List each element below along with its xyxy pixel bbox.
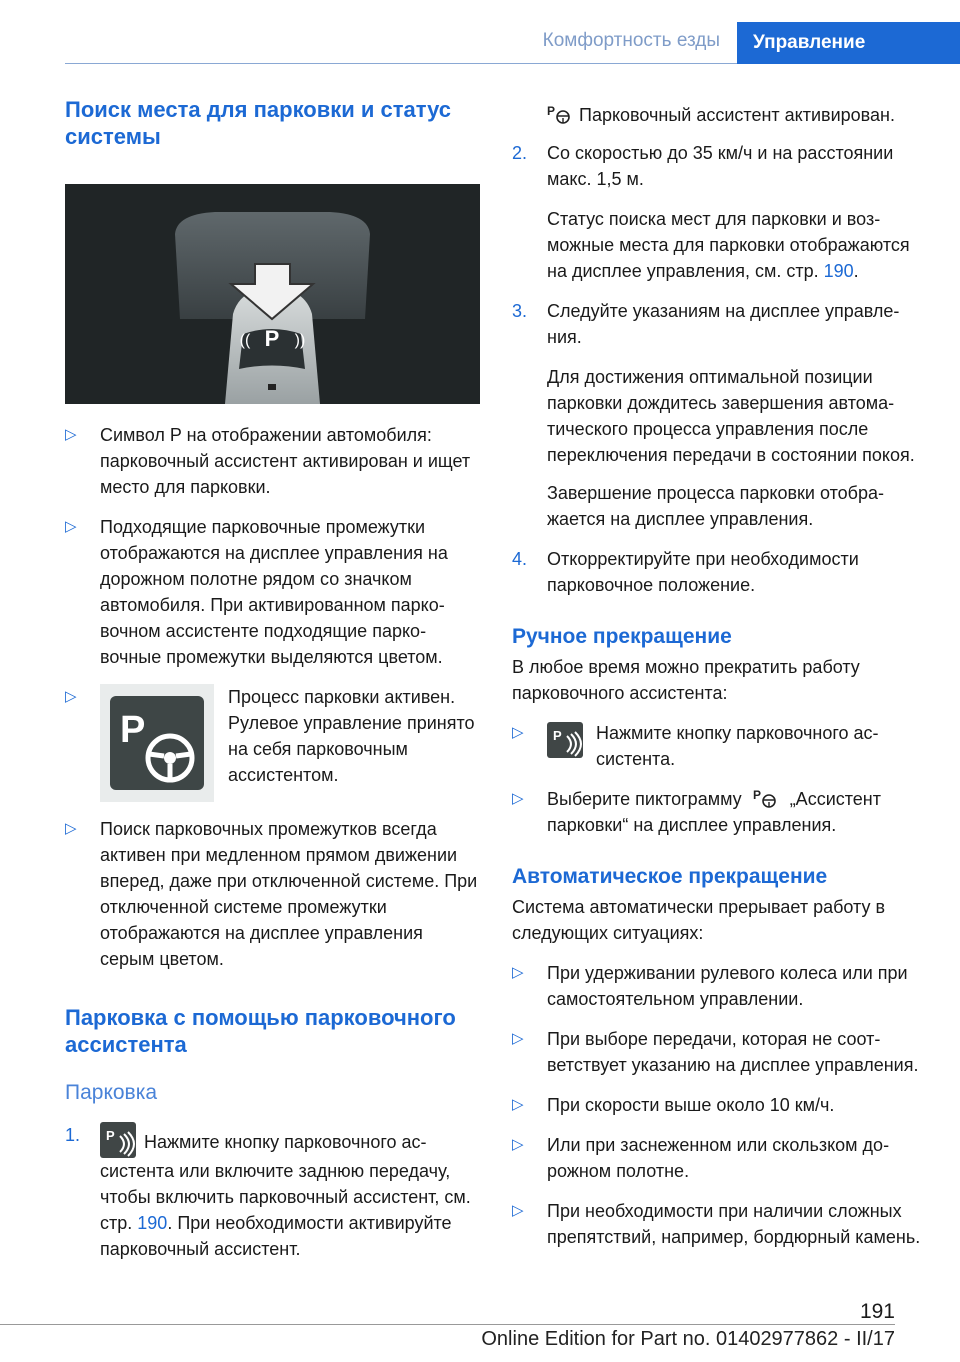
numbered-step-4: 4. Откорректируйте при необходимости парковочное положение. bbox=[512, 549, 859, 595]
parking-steering-active-icon bbox=[100, 684, 214, 802]
svg-text:P: P bbox=[752, 788, 761, 802]
svg-text:P: P bbox=[547, 104, 556, 118]
triangle-bullet-icon: ▷ bbox=[512, 1202, 524, 1219]
header-rule bbox=[65, 63, 737, 64]
heading-manual-stop: Ручное прекращение bbox=[512, 625, 732, 648]
triangle-bullet-icon: ▷ bbox=[512, 1030, 524, 1047]
triangle-bullet-icon: ▷ bbox=[512, 790, 524, 807]
parking-display-illustration bbox=[65, 184, 480, 404]
page-number: 191 bbox=[859, 1300, 895, 1323]
footer-rule bbox=[0, 1324, 895, 1325]
page-link[interactable]: 190 bbox=[823, 261, 854, 281]
triangle-bullet-icon: ▷ bbox=[512, 1096, 524, 1113]
step-2-detail: Статус поиска мест для парковки и возможные места для парковки отображаются на дисплее управления, см. стр. 190. bbox=[547, 209, 910, 281]
list-item: ▷ P Нажмите кнопку парковочного ассистента. bbox=[512, 720, 926, 772]
heading-parking-search: Поиск места для парковки и статус системы bbox=[65, 97, 452, 149]
edition-line: Online Edition for Part no. 01402977862 - II/17 bbox=[481, 1328, 895, 1350]
list-item: ▷ Поиск парковочных промежутков всегда активен при медленном прямом движении вперед, даже при отключенной системе. При отключенной системе промежутки отображаются на дисплее управления серым цветом. bbox=[65, 816, 480, 972]
triangle-bullet-icon: ▷ bbox=[512, 1136, 524, 1153]
heading-parking-with-assistant: Парковка с помощью парковочного ассистента bbox=[65, 1005, 456, 1057]
svg-text:P: P bbox=[264, 326, 280, 351]
manual-stop-intro: В любое время можно прекратить работу парковочного ассистента: bbox=[512, 657, 860, 703]
step-3-detail-2: Завершение процесса парковки отображается на дисплее управления. bbox=[547, 483, 884, 529]
parking-assistant-pictogram-icon bbox=[753, 787, 779, 809]
numbered-step-1: 1. P Нажмите кнопку парковочного ассистента или включите заднюю передачу, чтобы включить парковочный ассистент, см. стр. 190. При необходимости активируйте парковочный ассистент. bbox=[65, 1122, 480, 1262]
list-item: ▷ При удерживании рулевого колеса или при самостоятельном управлении. bbox=[512, 960, 926, 1012]
parking-assistant-button-icon bbox=[547, 722, 583, 758]
left-column bbox=[65, 96, 480, 1276]
numbered-step-3: 3. Следуйте указаниям на дисплее управления. bbox=[512, 301, 900, 347]
list-item: ▷ Выберите пиктограмму P „Ассистент парковки“ на дисплее управления. bbox=[512, 788, 881, 835]
car-parking-symbol-graphic bbox=[65, 184, 480, 404]
list-item: ▷ При необходимости при наличии сложных препятствий, например, бордюрный камень. bbox=[512, 1198, 926, 1250]
triangle-bullet-icon: ▷ bbox=[65, 518, 77, 535]
list-item: ▷ При скорости выше около 10 км/ч. bbox=[512, 1092, 926, 1118]
header-chapter-tab: Управление bbox=[737, 22, 960, 64]
list-item: ▷ Или при заснеженном или скользком дорожном полотне. bbox=[512, 1132, 926, 1184]
triangle-bullet-icon: ▷ bbox=[65, 820, 77, 837]
heading-auto-stop: Автоматическое прекращение bbox=[512, 865, 828, 888]
triangle-bullet-icon: ▷ bbox=[65, 688, 77, 705]
page-link[interactable]: 190 bbox=[137, 1213, 168, 1233]
list-item: ▷ Подходящие парковочные промежутки отображаются на дисплее управления на дорожном полотне рядом со значком автомобиля. При активированном парковочном ассистенте подходящие парковочные промежутки выделяются цветом. bbox=[65, 514, 480, 670]
auto-stop-intro: Система автоматически прерывает работу в следующих ситуациях: bbox=[512, 897, 886, 943]
step-3-detail-1: Для достижения оптимальной позиции парковки дождитесь завершения автоматического процесса управления после переключения передачи в состоянии покоя. bbox=[547, 367, 915, 465]
svg-text:P: P bbox=[553, 728, 562, 743]
svg-text:P: P bbox=[106, 1128, 115, 1143]
svg-text:((: (( bbox=[239, 332, 251, 349]
parking-assistant-button-icon bbox=[100, 1122, 136, 1158]
triangle-bullet-icon: ▷ bbox=[65, 426, 77, 443]
svg-text:P: P bbox=[120, 709, 146, 751]
list-item: ▷ P Процесс парковки активен. Рулевое управление принято на себя парковочным ассистентом. bbox=[65, 684, 480, 802]
list-item: ▷ Символ P на отображении автомобиля: парковочный ассистент активирован и ищет место для парковки. bbox=[65, 422, 480, 500]
header-section: Комфортность езды bbox=[542, 30, 720, 51]
triangle-bullet-icon: ▷ bbox=[512, 724, 524, 741]
heading-parking: Парковка bbox=[65, 1081, 158, 1104]
page-header bbox=[65, 22, 960, 64]
assistant-activated-line: P Парковочный ассистент активирован. bbox=[547, 104, 895, 125]
triangle-bullet-icon: ▷ bbox=[512, 964, 524, 981]
parking-assistant-pictogram-icon bbox=[547, 103, 573, 125]
list-item: ▷ При выборе передачи, которая не соответствует указанию на дисплее управления. bbox=[512, 1026, 926, 1078]
svg-text:)): )) bbox=[294, 332, 306, 349]
numbered-step-2: 2. Со скоростью до 35 км/ч и на расстоянии макс. 1,5 м. bbox=[512, 143, 894, 189]
right-column bbox=[512, 102, 926, 1264]
